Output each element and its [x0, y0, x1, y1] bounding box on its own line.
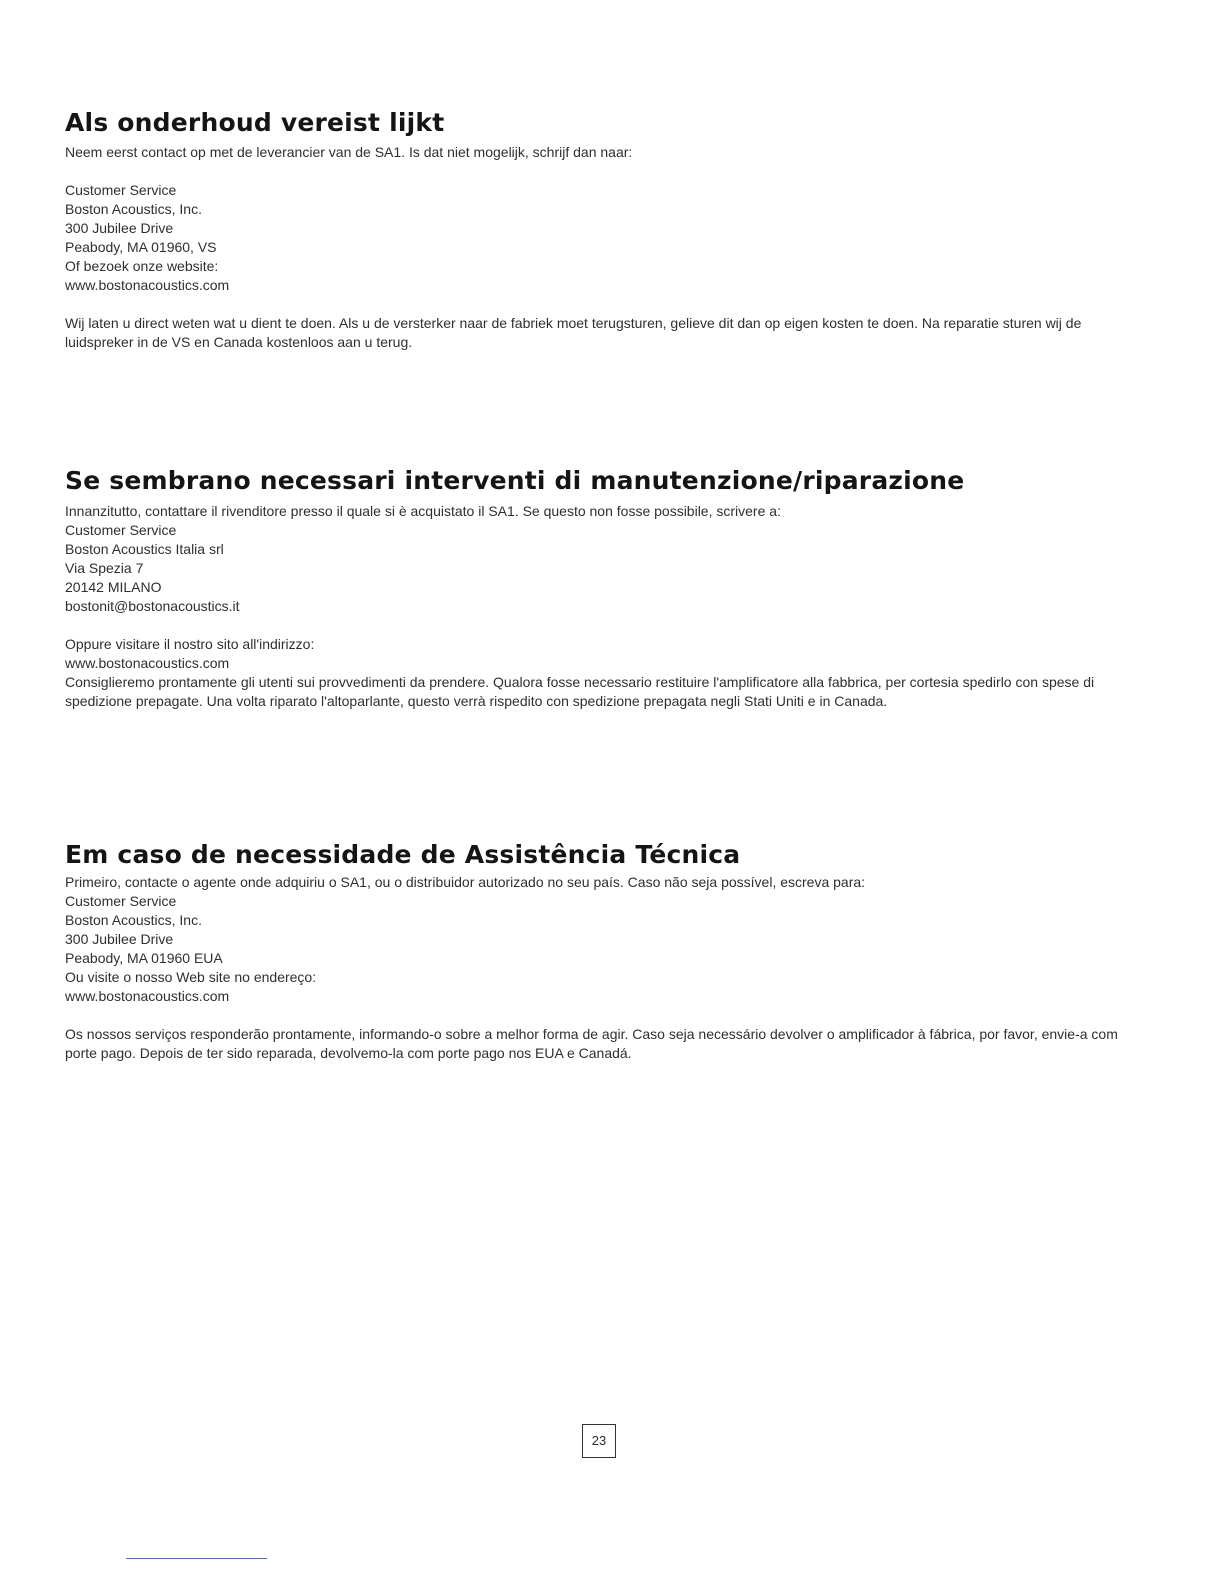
- address-line: Boston Acoustics, Inc.: [65, 201, 202, 217]
- website-url: www.bostonacoustics.com: [65, 655, 230, 671]
- section-heading: Als onderhoud vereist lijkt: [65, 108, 445, 137]
- address-block: [65, 181, 1140, 257]
- closing-text: Wij laten u direct weten wat u dient te doen. Als u de versterker naar de fabriek moet terugsturen, gelieve dit dan op eigen kosten te doen. Na reparatie sturen wij de luidspreker in de VS en Canada kostenloos aan u terug.: [65, 315, 1082, 350]
- website-url: www.bostonacoustics.com: [65, 988, 230, 1004]
- page-number: 23: [582, 1424, 616, 1458]
- address-line: Customer Service: [65, 522, 177, 538]
- section-heading: Se sembrano necessari interventi di manutenzione/riparazione: [65, 466, 965, 495]
- intro-text: Neem eerst contact op met de leverancier van de SA1. Is dat niet mogelijk, schrijf dan naar:: [65, 144, 633, 160]
- intro-text: Primeiro, contacte o agente onde adquiriu o SA1, ou o distribuidor autorizado no seu país. Caso não seja possível, escreva para:: [65, 874, 866, 890]
- address-line: Customer Service: [65, 182, 177, 198]
- closing-text: Os nossos serviços responderão prontamente, informando-o sobre a melhor forma de agir. Caso seja necessário devolver o amplificador à fábrica, por favor, envie-a com porte pago. Depois de ter sido reparada, devolvemo-la com porte pago nos EUA e Canadá.: [65, 1026, 1118, 1061]
- intro-text: Innanzitutto, contattare il rivenditore presso il quale si è acquistato il SA1. Se questo non fosse possibile, scrivere a:: [65, 503, 781, 519]
- address-line: Boston Acoustics Italia srl: [65, 541, 224, 557]
- section-service-italian: [65, 466, 1140, 711]
- website-label: Oppure visitare il nostro sito all'indirizzo:: [65, 636, 315, 652]
- address-line: Via Spezia 7: [65, 560, 144, 576]
- bottom-divider: [126, 1558, 267, 1559]
- website-label: Ou visite o nosso Web site no endereço:: [65, 969, 317, 985]
- address-line: Peabody, MA 01960, VS: [65, 239, 217, 255]
- address-block: [65, 892, 1140, 968]
- address-line: 20142 MILANO: [65, 579, 162, 595]
- address-line: 300 Jubilee Drive: [65, 931, 174, 947]
- address-line: Customer Service: [65, 893, 177, 909]
- section-service-dutch: [65, 108, 1140, 352]
- address-line: 300 Jubilee Drive: [65, 220, 174, 236]
- closing-text: Consiglieremo prontamente gli utenti sui provvedimenti da prendere. Qualora fosse necessario restituire l'amplificatore alla fabbrica, per cortesia spedirlo con spese di spedizione prepagate. Una volta riparato l'altoparlante, questo verrà rispedito con spedizione prepagata negli Stati Uniti e in Canada.: [65, 674, 1095, 709]
- section-service-portuguese: [65, 840, 1140, 1063]
- email-address: bostonit@bostonacoustics.it: [65, 598, 240, 614]
- website-url: www.bostonacoustics.com: [65, 277, 230, 293]
- section-heading: Em caso de necessidade de Assistência Técnica: [65, 840, 741, 869]
- website-label: Of bezoek onze website:: [65, 258, 219, 274]
- address-line: Boston Acoustics, Inc.: [65, 912, 202, 928]
- address-line: Peabody, MA 01960 EUA: [65, 950, 223, 966]
- address-block: [65, 521, 1140, 616]
